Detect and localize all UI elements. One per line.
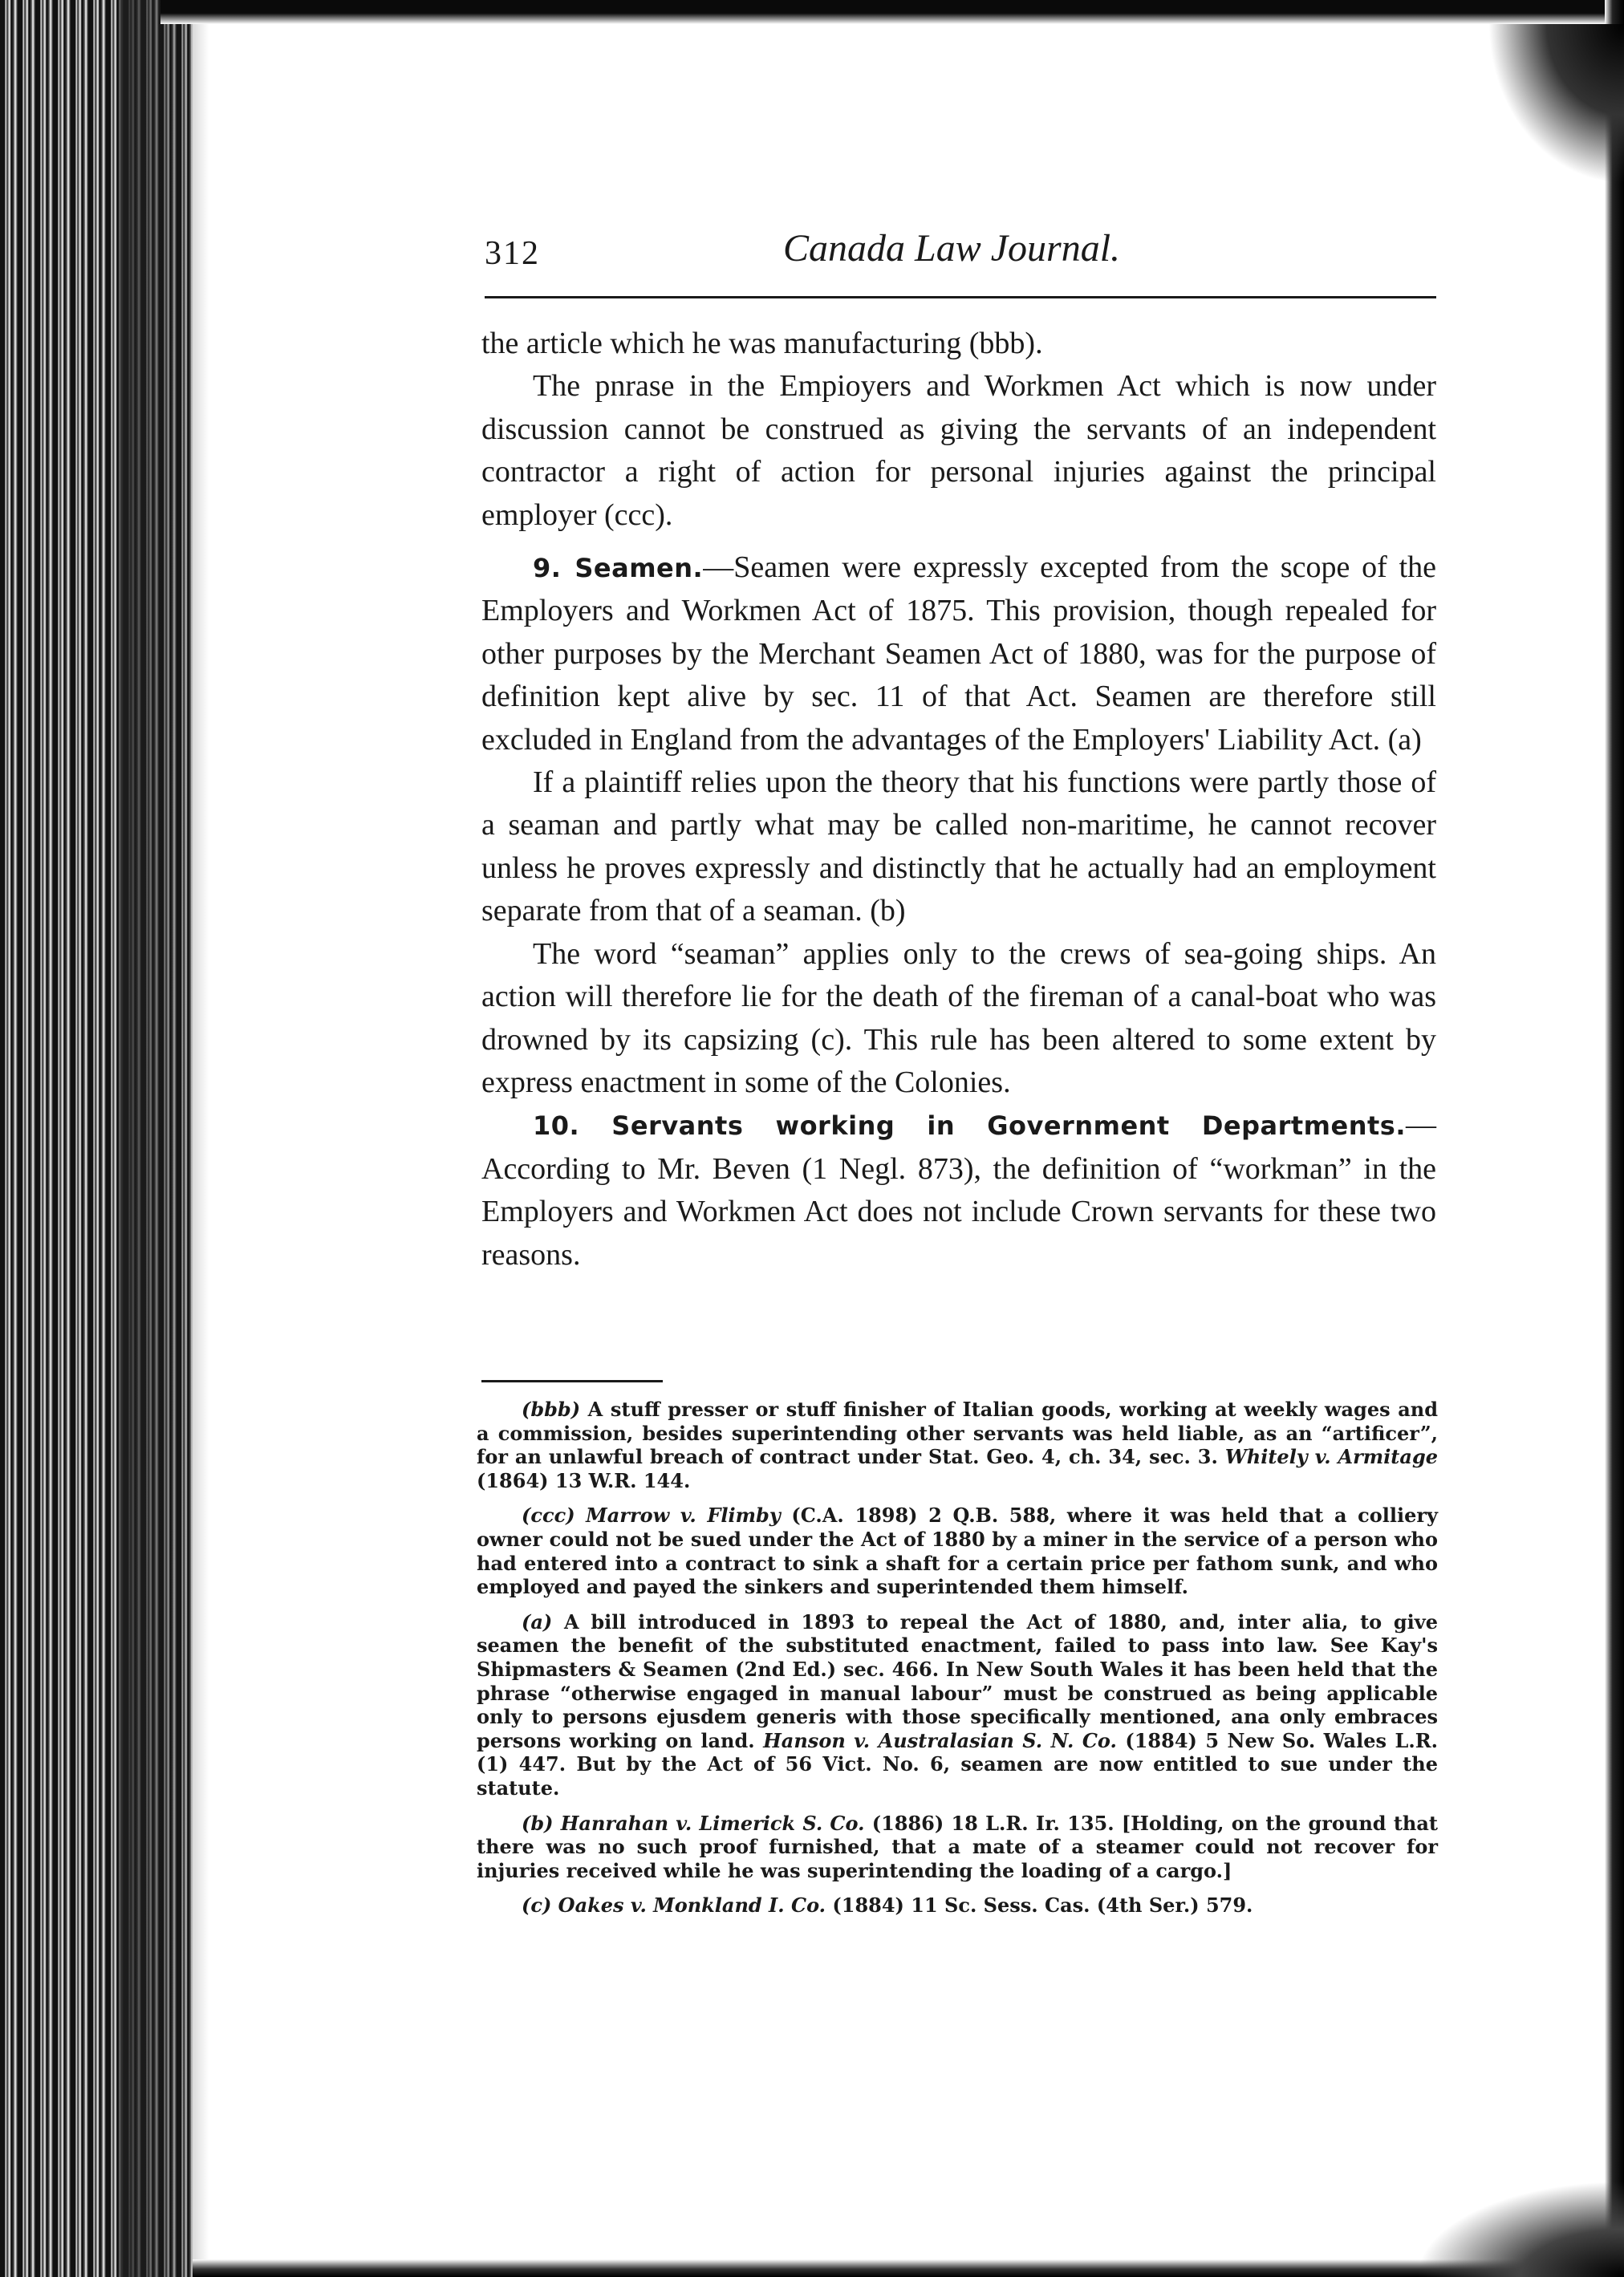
- scan-edge-bottom: [193, 2259, 1624, 2277]
- footnote-ccc: [477, 1504, 1438, 1598]
- case-name: Hanson v. Australasian S. N. Co.: [763, 1728, 1117, 1752]
- footnote-text: (1884) 5 New So. Wales L.R. (1) 447. But by the Act of 56 Vict. No. 6, seamen are now entitled to sue under the statute.: [477, 1728, 1439, 1800]
- footnote-mark: (b): [522, 1811, 554, 1835]
- section-heading: 9. Seamen.: [533, 553, 704, 584]
- footnote-a: [477, 1610, 1438, 1800]
- running-header: [485, 226, 1436, 290]
- scan-shadow-left: [120, 0, 209, 2277]
- scan-corner-bottom-right: [1415, 2181, 1624, 2277]
- scan-edge-right: [1605, 0, 1624, 2277]
- scan-edge-top: [160, 0, 1624, 24]
- footnote-text: (1884) 11 Sc. Sess. Cas. (4th Ser.) 579.: [826, 1893, 1253, 1918]
- body-text: [481, 323, 1436, 1276]
- case-name: Whitely v. Armitage: [1224, 1445, 1438, 1469]
- scan-corner-top-right: [1488, 24, 1624, 185]
- footnote-text: (C.A. 1898) 2 Q.B. 588, where it was held that a colliery owner could not be sued under the Act of 1880 by a miner in the service of a person who had entered into a contract to sink a shaft for a certain price per fathom sunk, and who employed and payed the sinkers and superintended them himself.: [477, 1504, 1438, 1599]
- section-text: —According to Mr. Beven (1 Negl. 873), the definition of “workman” in the Employers and Workmen Act does not include Crown servants for these two reasons.: [481, 1108, 1436, 1272]
- case-name: Hanrahan v. Limerick S. Co.: [553, 1811, 865, 1835]
- header-rule: [485, 296, 1436, 298]
- page-number: 312: [485, 235, 540, 272]
- footnote-text: (1864) 13 W.R. 144.: [477, 1468, 691, 1492]
- paragraph-section-10: [481, 1104, 1436, 1276]
- footnote-mark: (a): [522, 1609, 553, 1634]
- footnote-b: [477, 1812, 1438, 1883]
- paragraph-section-9: [481, 546, 1436, 761]
- footnote-text: A bill introduced in 1893 to repeal the Act of 1880, and, inter alia, to give seamen the benefit of the substituted enactment, failed to pass into law. See Kay's Shipmasters & Seamen (2nd Ed.) sec. 466. In New South Wales it has been held that the phrase “otherwise engaged in manual labour” must be construed as being applicable only to persons ejusdem generis with those specifically mentioned, ana only embraces persons working on land.: [477, 1609, 1438, 1752]
- footnotes: [477, 1398, 1438, 1929]
- footnote-mark: (c): [522, 1893, 552, 1918]
- footnote-text: A stuff presser or stuff finisher of Italian goods, working at weekly wages and a commission, besides superintending other servants was held liable, as an “artificer”, for an unlawful breach of contract under Stat. Geo. 4, ch. 34, sec. 3.: [477, 1398, 1438, 1469]
- section-heading: 10. Servants working in Government Departments.: [533, 1110, 1406, 1142]
- footnote-bbb: [477, 1398, 1438, 1492]
- section-text: —Seamen were expressly excepted from the scope of the Employers and Workmen Act of 1875. This provision, though repealed for other purposes by the Merchant Seamen Act of 1880, was for the purpose of definition kept alive by sec. 11 of that Act. Seamen are therefore still excluded in England from the advantages of the Employers' Liability Act. (a): [481, 550, 1437, 757]
- paragraph: the article which he was manufacturing (bbb).: [481, 327, 1043, 360]
- paragraph: If a plaintiff relies upon the theory that his functions were partly those of a seaman and partly what may be called non-maritime, he cannot recover unless he proves expressly and distinctly that he actually had an employment separate from that of a seaman. (b): [481, 765, 1436, 928]
- case-name: Oakes v. Monkland I. Co.: [551, 1893, 826, 1918]
- footnote-rule: [481, 1380, 663, 1382]
- footnote-c: [477, 1893, 1438, 1918]
- paragraph: The pnrase in the Empioyers and Workmen Act which is now under discussion cannot be construed as giving the servants of an independent contractor a right of action for personal injuries against the principal employer (ccc).: [481, 369, 1436, 532]
- footnote-text: (1886) 18 L.R. Ir. 135. [Holding, on the ground that there was no such proof furnished, that a mate of a steamer could not recover for injuries received while he was superintending the loading of a cargo.]: [477, 1811, 1438, 1882]
- case-name: Marrow v. Flimby: [574, 1504, 781, 1528]
- journal-title: Canada Law Journal.: [783, 227, 1121, 270]
- footnote-mark: (ccc): [522, 1504, 575, 1528]
- footnote-mark: (bbb): [522, 1398, 581, 1421]
- paragraph: The word “seaman” applies only to the crews of sea-going ships. An action will therefore lie for the death of the fireman of a canal-boat who was drowned by its capsizing (c). This rule has been altered to some extent by express enactment in some of the Colonies.: [481, 936, 1436, 1099]
